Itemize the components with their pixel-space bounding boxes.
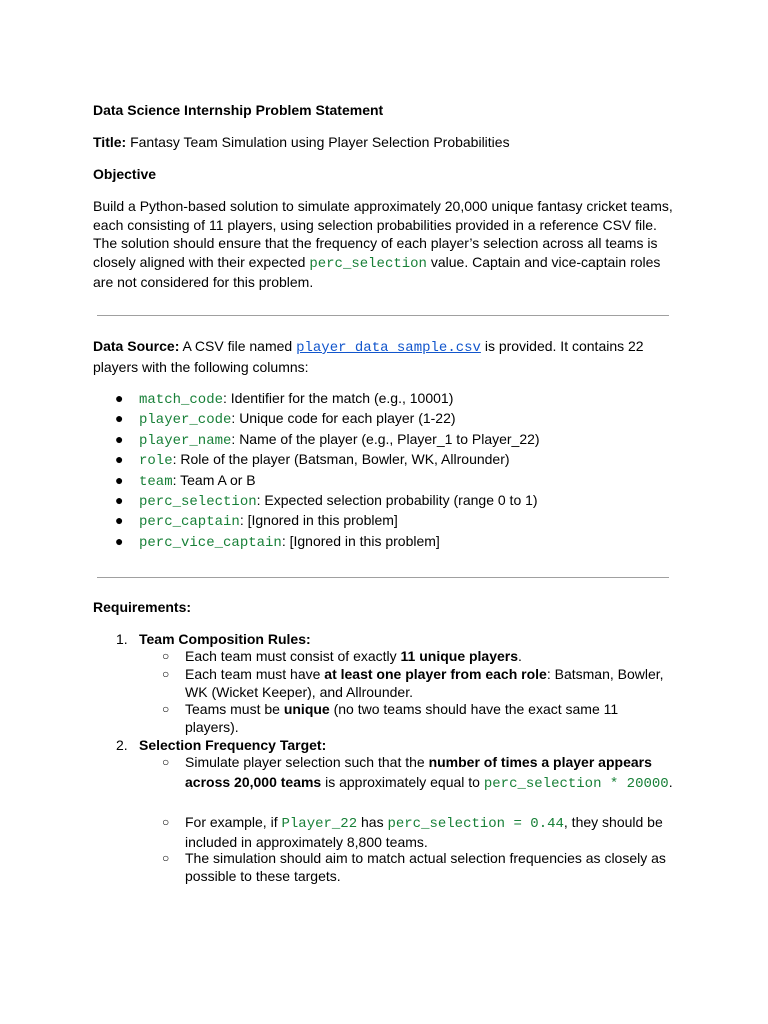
objective-text-2: value. Captain and vice-captain roles are not considered for this problem. — [93, 253, 661, 290]
bullet-icon: ● — [115, 430, 124, 447]
sub-bullet-icon: ○ — [162, 702, 170, 716]
data-source-paragraph — [93, 337, 668, 377]
bullet-icon: ● — [115, 512, 124, 529]
column-code: role — [139, 453, 173, 470]
requirement-title: Selection Frequency Target: — [139, 737, 327, 753]
sub-bullet-icon: ○ — [162, 851, 170, 865]
sub-list-item — [162, 849, 675, 885]
list-item — [93, 449, 540, 469]
text: . — [518, 648, 522, 664]
bold-text: unique — [283, 701, 330, 717]
document-heading: Data Science Internship Problem Statement — [93, 102, 384, 118]
text: (no two teams should have the exact same 11 players). — [185, 701, 619, 735]
bullet-icon: ● — [115, 451, 124, 468]
column-desc: : [Ignored in this problem] — [239, 512, 398, 529]
sub-bullet-icon: ○ — [162, 815, 170, 829]
list-item — [93, 408, 540, 428]
bold-text: at least one player from each role — [324, 666, 547, 682]
bullet-icon: ● — [115, 491, 124, 508]
code-text: perc_selection = 0.44 — [387, 816, 564, 832]
columns-list — [93, 388, 540, 551]
requirements-heading: Requirements: — [93, 599, 192, 615]
requirement-number: 1. — [116, 631, 128, 647]
column-code: player_code — [139, 412, 232, 429]
list-item — [93, 429, 540, 449]
column-desc: : Name of the player (e.g., Player_1 to Player_22) — [231, 430, 540, 447]
text: is approximately equal to — [321, 773, 484, 790]
list-item — [93, 470, 540, 490]
column-code: perc_vice_captain — [139, 534, 282, 551]
divider — [97, 577, 669, 578]
text: has — [357, 814, 388, 830]
column-code: player_name — [139, 432, 232, 449]
bold-text: number of times a player appears across 20,000 teams — [185, 754, 652, 790]
text: : Batsman, Bowler, WK (Wicket Keeper), and Allrounder. — [185, 666, 664, 700]
list-item — [93, 531, 540, 551]
text: Each team must consist of exactly — [185, 648, 401, 664]
column-desc: : Role of the player (Batsman, Bowler, WK, Allrounder) — [172, 451, 510, 468]
column-desc: : [Ignored in this problem] — [281, 532, 440, 549]
column-desc: : Expected selection probability (range 0 to 1) — [256, 491, 538, 508]
column-code: perc_captain — [139, 514, 240, 531]
text: Teams must be — [185, 701, 284, 717]
csv-file-link[interactable]: player_data_sample.csv — [296, 340, 481, 356]
column-desc: : Unique code for each player (1-22) — [231, 410, 456, 427]
list-item — [93, 510, 540, 530]
sub-list-item — [162, 647, 675, 665]
text: , they should be included in approximately 8,800 teams. — [185, 814, 663, 850]
requirement-number: 2. — [116, 737, 128, 753]
objective-heading: Objective — [93, 166, 157, 182]
objective-text-1: Build a Python-based solution to simulate approximately 20,000 unique fantasy cricket teams, each consisting of 11 players, using selection probabilities provided in a reference CSV file. The solution should ensure that the frequency of each player’s selection across all teams is closely aligned with their expected — [93, 198, 673, 270]
sub-bullet-icon: ○ — [162, 667, 170, 681]
title-text: Fantasy Team Simulation using Player Selection Probabilities — [126, 134, 510, 150]
column-code: team — [139, 473, 173, 490]
bold-text: 11 unique players — [400, 648, 519, 664]
column-desc: : Identifier for the match (e.g., 10001) — [223, 390, 454, 406]
sub-list-item — [162, 813, 675, 851]
code-text: perc_selection * 20000 — [483, 775, 669, 792]
bullet-icon: ● — [115, 410, 124, 427]
text: . — [668, 773, 673, 790]
data-source-text-2: is provided. It contains 22 players with the following columns: — [93, 338, 644, 375]
bullet-icon: ● — [115, 471, 124, 488]
title-line — [93, 133, 510, 151]
text: Each team must have — [185, 666, 325, 682]
divider — [97, 315, 669, 316]
list-item — [93, 388, 540, 408]
text: For example, if — [185, 814, 282, 830]
text: Simulate player selection such that the — [185, 754, 429, 770]
objective-code: perc_selection — [309, 255, 427, 272]
bullet-icon: ● — [115, 532, 124, 549]
sub-list-item — [162, 665, 675, 701]
data-source-text-1: A CSV file named — [179, 338, 297, 354]
column-code: perc_selection — [139, 493, 257, 510]
data-source-label: Data Source: — [93, 338, 180, 354]
objective-paragraph — [93, 197, 678, 292]
sub-list-item — [162, 700, 675, 736]
list-item — [93, 490, 540, 510]
code-text: Player_22 — [281, 816, 358, 832]
requirement-title: Team Composition Rules: — [139, 631, 311, 647]
sub-bullet-icon: ○ — [162, 649, 170, 663]
column-desc: : Team A or B — [172, 471, 256, 488]
bullet-icon: ● — [115, 390, 124, 406]
sub-list-item — [162, 753, 675, 794]
sub-bullet-icon: ○ — [162, 755, 170, 769]
text: The simulation should aim to match actual selection frequencies as closely as possible to these targets. — [185, 850, 666, 884]
column-code: match_code — [139, 392, 224, 408]
title-label: Title: — [93, 134, 127, 150]
